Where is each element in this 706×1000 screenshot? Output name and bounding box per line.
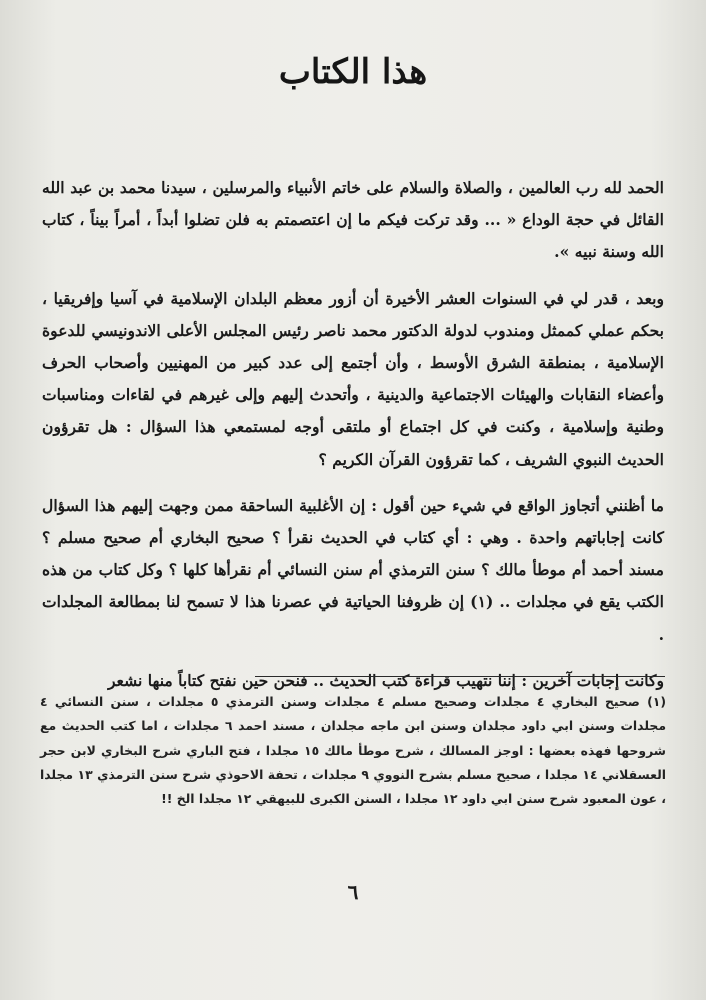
page-number: ٦ <box>347 880 359 904</box>
paragraph-4: وكانت إجابات آخرين : إننا نتهيب قراءة كتب الحديث .. فنحن حين نفتح كتاباً منها نشعر <box>107 670 664 690</box>
paragraph-1: الحمد لله رب العالمين ، والصلاة والسلام على خاتم الأنبياء والمرسلين ، سيدنا محمد بن عبد الله القائل في حجة الوداع « ... وقد تركت فيكم ما إن اعتصمتم به فلن تضلوا أبداً ، أمراً بيناً ، كتاب الله وسنة نبيه ». <box>42 178 664 262</box>
footnote: (١) صحيح البخاري ٤ مجلدات وصحيح مسلم ٤ مجلدات وسنن الترمذي ٥ مجلدات ، سنن النسائي ٤ مجلدات وسنن ابي داود مجلدان وسنن ابن ماجه مجلدان ، مسند احمد ٦ مجلدات ، اما كتب الحديث مع شروحها فهذه بعضها : اوجز المسالك ، شرح موطأ مالك ١٥ مجلدا ، فتح الباري شرح البخاري لابن حجر العسقلاني ١٤ مجلدا ، صحيح مسلم بشرح النووي ٩ مجلدات ، تحفة الاحوذي شرح سنن الترمذي ١٣ مجلدا ، عون المعبود شرح سنن ابي داود ١٢ مجلدا ، السنن الكبرى للبيهقي ١٢ مجلدا الخ !! <box>40 694 667 807</box>
footnote-divider <box>255 676 665 677</box>
main-text <box>42 172 664 697</box>
page-title: هذا الكتاب <box>278 52 428 92</box>
paragraph-3: ما أظنني أتجاوز الواقع في شيء حين أقول : إن الأغلبية الساحقة ممن وجهت إليهم هذا السؤال كانت إجاباتهم واحدة . وهي : أي كتاب في الحديث نقرأ ؟ صحيح البخاري أم صحيح مسلم ؟ مسند أحمد أم موطأ مالك ؟ سنن الترمذي أم سنن النسائي أم نقرأها كلها ؟ وكل كتاب من هذه الكتب يقع في مجلدات .. (١) إن ظروفنا الحياتية في عصرنا هذا لا تسمح لنا بمطالعة المجلدات . <box>42 495 664 644</box>
paragraph-2: وبعد ، قدر لي في السنوات العشر الأخيرة أن أزور معظم البلدان الإسلامية في آسيا وإفريقيا ، بحكم عملي كممثل ومندوب لدولة الدكتور محمد ناصر رئيس المجلس الأعلى الاندونيسي للدعوة الإسلامية ، بمنطقة الشرق الأوسط ، وأن أجتمع إلى عدد كبير من المهنيين وأصحاب الحرف وأعضاء النقابات والهيئات الاجتماعية والدينية ، وأتحدث إليهم وإلى غيرهم في لقاءات ومناسبات وطنية وإسلامية ، وكنت في كل اجتماع أو ملتقى أوجه لمستمعي هذا السؤال : هل تقرؤون الحديث النبوي الشريف ، كما تقرؤون القرآن الكريم ؟ <box>42 288 664 469</box>
